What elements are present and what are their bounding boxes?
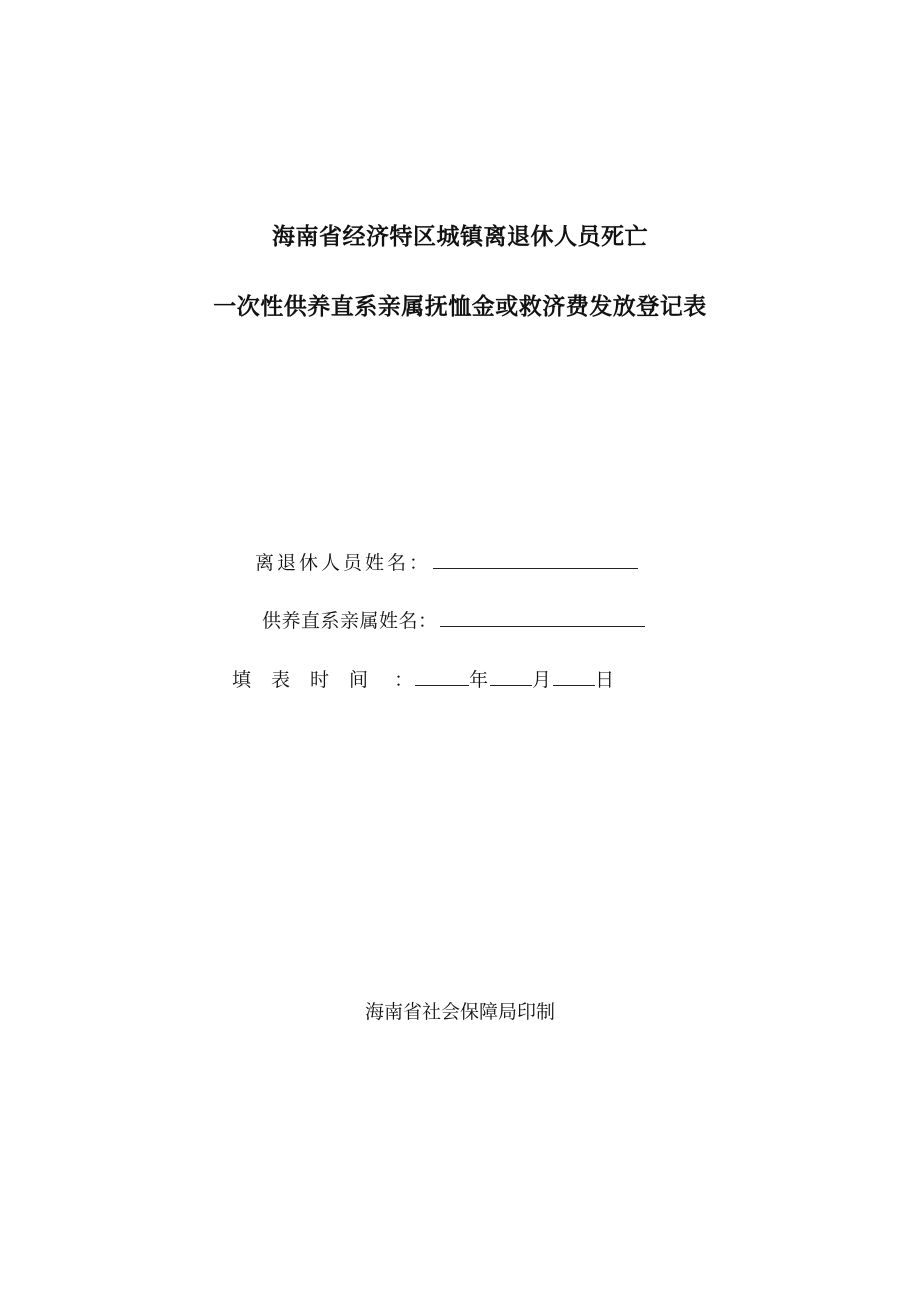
day-blank[interactable]: [553, 665, 595, 686]
fill-date-label-char-2: 表: [271, 669, 291, 691]
form-title-line-2: 一次性供养直系亲属抚恤金或救济费发放登记表: [213, 293, 707, 320]
month-label: 月: [532, 669, 552, 691]
relative-name-blank[interactable]: [440, 606, 645, 627]
year-label: 年: [469, 669, 489, 691]
relative-name-label: 供养直系亲属姓名：: [262, 610, 438, 632]
retiree-name-blank[interactable]: [433, 548, 638, 569]
issuer-footer: 海南省社会保障局印制: [364, 1001, 555, 1023]
form-title-line-1: 海南省经济特区城镇离退休人员死亡: [272, 223, 648, 250]
relative-name-field: [262, 606, 645, 635]
fill-date-label: [232, 669, 394, 691]
retiree-name-label: 离退休人员姓名：: [255, 552, 432, 574]
fill-date-label-char-3: 时: [310, 669, 330, 691]
fill-date-colon: ：: [394, 669, 414, 691]
year-blank[interactable]: [415, 665, 469, 686]
month-blank[interactable]: [490, 665, 532, 686]
fill-date-field: [232, 665, 614, 694]
fill-date-label-char-4: 间: [349, 669, 369, 691]
day-label: 日: [595, 669, 615, 691]
retiree-name-field: [255, 548, 638, 577]
fill-date-label-char-1: 填: [232, 669, 252, 691]
